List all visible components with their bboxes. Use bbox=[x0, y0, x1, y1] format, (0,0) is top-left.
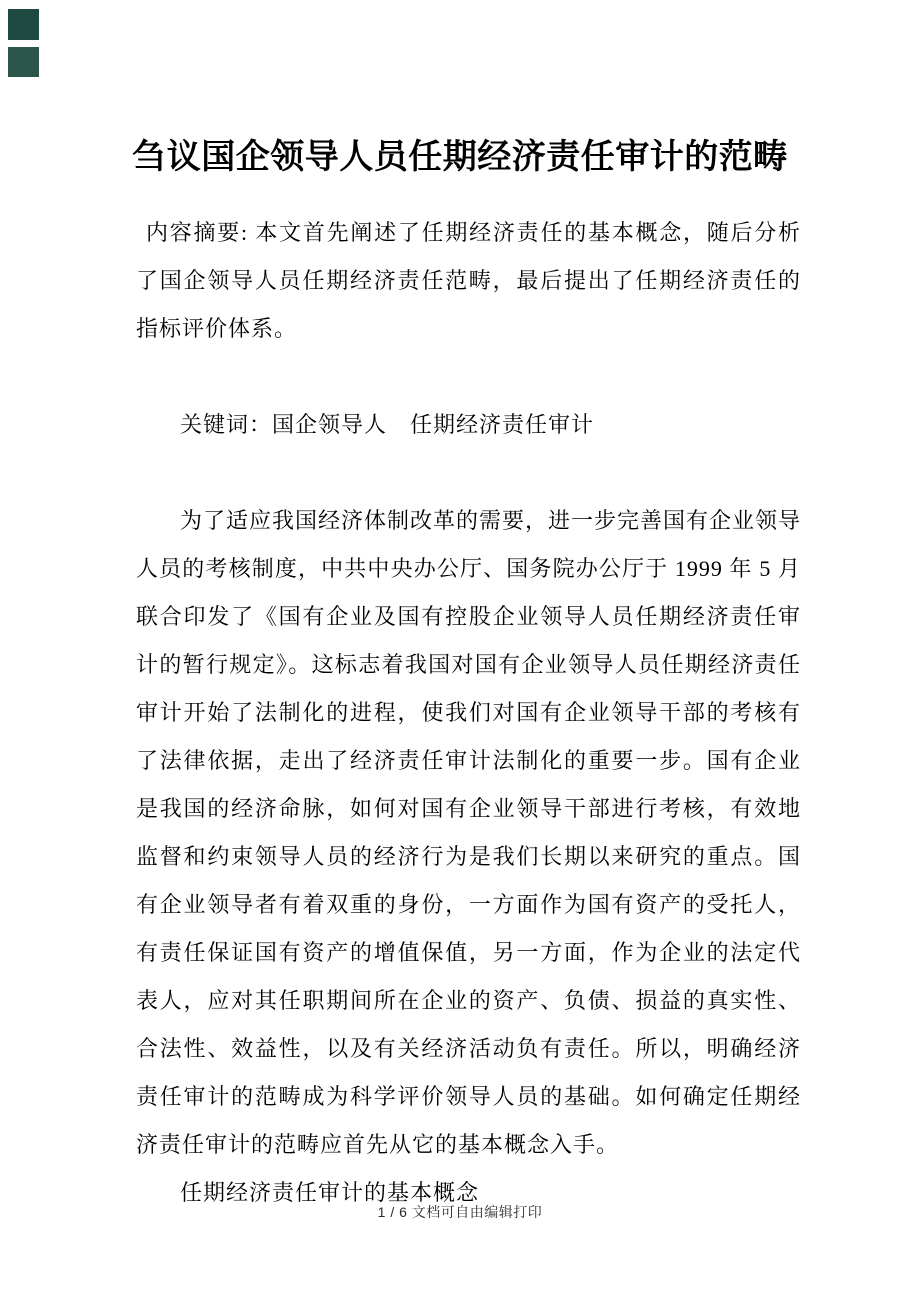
corner-square-top bbox=[8, 9, 39, 40]
page-footer: 1 / 6 文档可自由编辑打印 bbox=[377, 1204, 543, 1220]
abstract-paragraph: 内容摘要: 本文首先阐述了任期经济责任的基本概念，随后分析了国企领导人员任期经济责任范畴，最后提出了任期经济责任的指标评价体系。 bbox=[136, 220, 801, 341]
document-title: 刍议国企领导人员任期经济责任审计的范畴 bbox=[132, 138, 788, 176]
section-heading: 任期经济责任审计的基本概念 bbox=[180, 1180, 480, 1205]
body-paragraph: 为了适应我国经济体制改革的需要，进一步完善国有企业领导人员的考核制度，中共中央办公厅、国务院办公厅于 1999 年 5 月联合印发了《国有企业及国有控股企业领导人员任期经济责任审计的暂行规定》。这标志着我国对国有企业领导人员任期经济责任审计开始了法制化的进程，使我们对国有企业领导干部的考核有了法律依据，走出了经济责任审计法制化的重要一步。国有企业是我国的经济命脉，如何对国有企业领导干部进行考核，有效地监督和约束领导人员的经济行为是我们长期以来研究的重点。国有企业领导者有着双重的身份，一方面作为国有资产的受托人，有责任保证国有资产的增值保值，另一方面，作为企业的法定代表人，应对其任职期间所在企业的资产、负债、损益的真实性、合法性、效益性，以及有关经济活动负有责任。所以，明确经济责任审计的范畴成为科学评价领导人员的基础。如何确定任期经济责任审计的范畴应首先从它的基本概念入手。 bbox=[136, 508, 802, 1157]
keywords-line: 关键词：国企领导人 任期经济责任审计 bbox=[180, 412, 595, 437]
corner-square-bottom bbox=[8, 47, 39, 77]
